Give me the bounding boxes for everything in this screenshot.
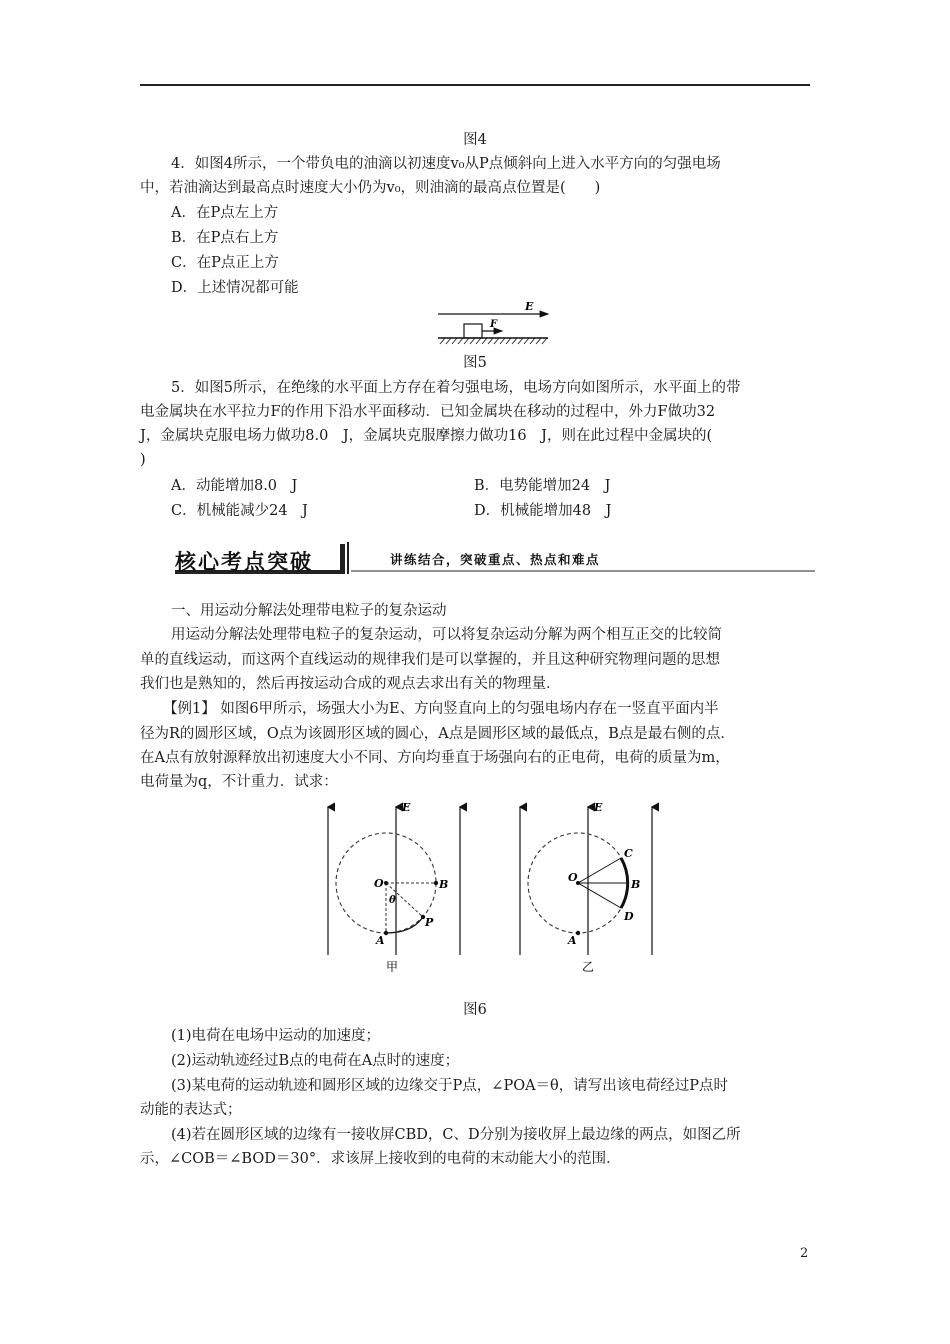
q5-option-c: C．机械能减少24 J	[171, 503, 308, 519]
svg-text:P: P	[425, 916, 434, 929]
figure-6-caption: 图6	[463, 1002, 487, 1018]
question-3-line-1: (3)某电荷的运动轨迹和圆形区域的边缘交于P点，∠POA＝θ，请写出该电荷经过P点时	[171, 1078, 729, 1094]
q5-option-a: A．动能增加8.0 J	[171, 478, 298, 494]
q4-option-a: A．在P点左上方	[171, 205, 279, 221]
q4-option-b: B．在P点右上方	[171, 230, 279, 246]
q4-option-c: C．在P点正上方	[171, 255, 279, 271]
svg-text:C: C	[624, 847, 633, 860]
q5-option-d: D．机械能增加48 J	[474, 503, 612, 519]
figure-6-diagram	[320, 795, 660, 980]
section-banner	[175, 540, 815, 578]
q4-stem-line-1: 4．如图4所示，一个带负电的油滴以初速度v₀从P点倾斜向上进入水平方向的匀强电场	[171, 156, 721, 172]
svg-text:D: D	[624, 910, 634, 923]
q4-stem-line-2: 中，若油滴达到最高点时速度大小仍为v₀，则油滴的最高点位置是( )	[140, 180, 601, 196]
example-1-line-4: 电荷量为q，不计重力．试求：	[140, 774, 338, 790]
question-4-line-2: 示，∠COB＝∠BOD＝30°．求该屏上接收到的电荷的末动能大小的范围．	[140, 1151, 621, 1167]
q5-stem-line-2: 电金属块在水平拉力F的作用下沿水平面移动．已知金属块在移动的过程中，外力F做功32	[140, 404, 716, 420]
q5-option-b: B．电势能增加24 J	[474, 478, 611, 494]
question-2: (2)运动轨迹经过B点的电荷在A点时的速度；	[171, 1053, 460, 1069]
section-1-para-line-2: 单的直线运动，而这两个直线运动的规律我们是可以掌握的，并且这种研究物理问题的思想	[140, 652, 720, 668]
svg-text:O: O	[374, 877, 384, 890]
q4-option-d: D．上述情况都可能	[171, 280, 299, 296]
banner-subtitle: 讲练结合，突破重点、热点和难点	[390, 552, 601, 567]
question-3-line-2: 动能的表达式；	[140, 1102, 242, 1118]
force-f-label: F	[490, 319, 498, 330]
q5-stem-line-1: 5．如图5所示，在绝缘的水平面上方存在着匀强电场，电场方向如图所示，水平面上的带	[171, 380, 741, 396]
figure-5-caption: 图5	[463, 355, 487, 371]
figure-6-right-panel	[520, 801, 652, 974]
field-e-label: E	[525, 300, 534, 313]
figure-6-left-panel	[328, 801, 460, 974]
page-number: 2	[800, 1246, 809, 1261]
svg-text:E: E	[402, 801, 411, 814]
example-1-line-1: 【例1】 如图6甲所示，场强大小为E、方向竖直向上的匀强电场内存在一竖直平面内半	[163, 701, 719, 717]
example-1-line-3: 在A点有放射源释放出初速度大小不同、方向均垂直于场强向右的正电荷，电荷的质量为m，	[140, 750, 730, 766]
svg-text:乙: 乙	[582, 960, 595, 974]
question-4-line-1: (4)若在圆形区域的边缘有一接收屏CBD，C、D分别为接收屏上最边缘的两点，如图乙所	[171, 1127, 741, 1143]
section-1-heading: 一、用运动分解法处理带电粒子的复杂运动	[171, 603, 447, 619]
svg-text:θ: θ	[389, 895, 396, 906]
svg-text:A: A	[376, 934, 385, 947]
figure-5-diagram	[430, 298, 560, 350]
svg-text:O: O	[568, 871, 578, 884]
q5-stem-line-4: )	[140, 452, 146, 468]
header-rule	[140, 84, 810, 86]
section-1-para-line-1: 用运动分解法处理带电粒子的复杂运动，可以将复杂运动分解为两个相互正交的比较简	[171, 627, 722, 643]
example-1-line-2: 径为R的圆形区域，O点为该圆形区域的圆心，A点是圆形区域的最低点，B点是最右侧的点．	[140, 726, 735, 742]
banner-title: 核心考点突破	[175, 550, 313, 574]
svg-text:B: B	[439, 878, 449, 891]
svg-text:B: B	[631, 878, 641, 891]
svg-text:A: A	[568, 934, 577, 947]
q5-stem-line-3: J，金属块克服电场力做功8.0 J，金属块克服摩擦力做功16 J，则在此过程中金属块的(	[140, 428, 713, 444]
question-1: (1)电荷在电场中运动的加速度；	[171, 1028, 381, 1044]
metal-block	[464, 324, 482, 338]
ground-hatching	[440, 338, 547, 344]
svg-text:甲: 甲	[386, 960, 399, 974]
figure-4-caption: 图4	[463, 132, 487, 148]
svg-text:E: E	[594, 801, 603, 814]
section-1-para-line-3: 我们也是熟知的，然后再按运动合成的观点去求出有关的物理量．	[140, 676, 561, 692]
